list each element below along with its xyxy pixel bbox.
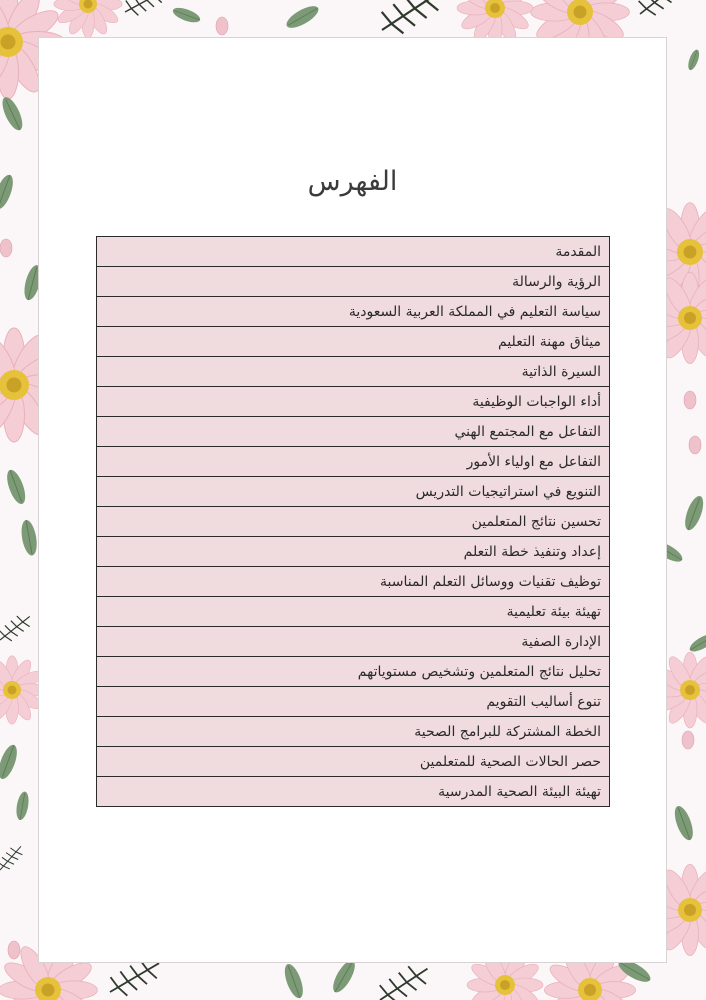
page-title: الفهرس bbox=[307, 166, 398, 197]
toc-item: التنويع في استراتيجيات التدريس bbox=[97, 477, 610, 507]
table-row bbox=[97, 687, 610, 717]
toc-item: الخطة المشتركة للبرامج الصحية bbox=[97, 717, 610, 747]
toc-item: تنوع أساليب التقويم bbox=[97, 687, 610, 717]
toc-item: التفاعل مع المجتمع الهني bbox=[97, 417, 610, 447]
toc-item: تهيئة البيئة الصحية المدرسية bbox=[97, 777, 610, 807]
index-card bbox=[38, 37, 667, 963]
toc-item: الإدارة الصفية bbox=[97, 627, 610, 657]
table-row bbox=[97, 657, 610, 687]
table-row bbox=[97, 417, 610, 447]
toc-item: التفاعل مع اولياء الأمور bbox=[97, 447, 610, 477]
table-row bbox=[97, 777, 610, 807]
table-row bbox=[97, 567, 610, 597]
table-row bbox=[97, 627, 610, 657]
table-row bbox=[97, 357, 610, 387]
toc-item: سياسة التعليم في المملكة العربية السعودية bbox=[97, 297, 610, 327]
toc-item: حصر الحالات الصحية للمتعلمين bbox=[97, 747, 610, 777]
toc-item: إعداد وتنفيذ خطة التعلم bbox=[97, 537, 610, 567]
toc-item: توظيف تقنيات ووسائل التعلم المناسبة bbox=[97, 567, 610, 597]
toc-item: أداء الواجبات الوظيفية bbox=[97, 387, 610, 417]
table-of-contents bbox=[96, 236, 610, 807]
table-row bbox=[97, 327, 610, 357]
toc-item: تحسين نتائج المتعلمين bbox=[97, 507, 610, 537]
table-row bbox=[97, 507, 610, 537]
table-row bbox=[97, 717, 610, 747]
table-row bbox=[97, 267, 610, 297]
toc-item: تحليل نتائج المتعلمين وتشخيص مستوياتهم bbox=[97, 657, 610, 687]
toc-item: ميثاق مهنة التعليم bbox=[97, 327, 610, 357]
table-row bbox=[97, 477, 610, 507]
table-row bbox=[97, 747, 610, 777]
toc-item: الرؤية والرسالة bbox=[97, 267, 610, 297]
toc-item: تهيئة بيئة تعليمية bbox=[97, 597, 610, 627]
toc-item: السيرة الذاتية bbox=[97, 357, 610, 387]
table-row bbox=[97, 297, 610, 327]
table-row bbox=[97, 447, 610, 477]
table-row bbox=[97, 237, 610, 267]
table-row bbox=[97, 387, 610, 417]
table-row bbox=[97, 537, 610, 567]
toc-item: المقدمة bbox=[97, 237, 610, 267]
table-row bbox=[97, 597, 610, 627]
